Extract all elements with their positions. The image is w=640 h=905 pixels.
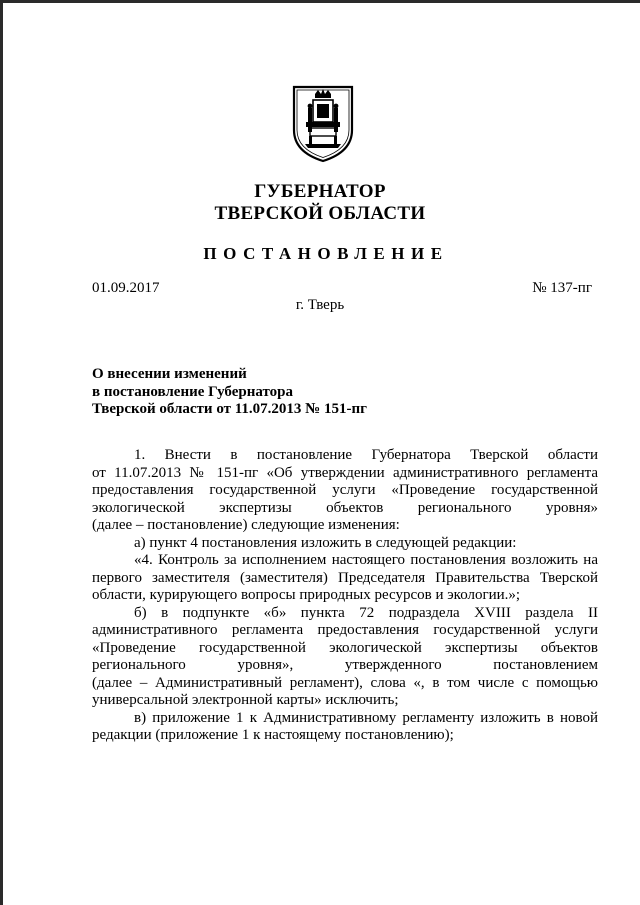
subject-line: Тверской области от 11.07.2013 № 151-пг xyxy=(92,401,367,417)
governor-title: ГУБЕРНАТОР xyxy=(254,181,386,202)
body-line: предоставления государственной услуги «Проведение государственной xyxy=(92,482,598,498)
body-line: (далее – постановление) следующие изменения: xyxy=(92,517,400,533)
body-line: (далее – Административный регламент), слова «, в том числе с помощью xyxy=(92,674,598,691)
body-line: а) пункт 4 постановления изложить в следующей редакции: xyxy=(134,534,517,551)
subject-line: О внесении изменений xyxy=(92,366,247,382)
body-line: редакции (приложение 1 к настоящему постановлению); xyxy=(92,727,454,743)
document-body xyxy=(92,447,598,745)
body-line: от 11.07.2013 № 151-пг «Об утверждении административного регламента xyxy=(92,464,598,481)
scan-edge-top xyxy=(0,0,640,3)
region-title: ТВЕРСКОЙ ОБЛАСТИ xyxy=(214,203,426,224)
body-line: б) в подпункте «б» пункта 72 подраздела XVIII раздела II xyxy=(134,604,598,621)
document-date: 01.09.2017 xyxy=(92,280,160,296)
tver-coat-of-arms-icon xyxy=(291,84,355,164)
document-number: № 137-пг xyxy=(532,280,592,296)
body-line: «Проведение государственной экологической экспертизы объектов xyxy=(92,639,598,656)
scan-edge-left xyxy=(0,0,3,905)
body-line: первого заместителя (заместителя) Председателя Правительства Тверской xyxy=(92,569,598,586)
subject-line: в постановление Губернатора xyxy=(92,383,293,400)
body-line: области, курирующего вопросы природных ресурсов и экологии.»; xyxy=(92,587,521,603)
body-line: в) приложение 1 к Административному регламенту изложить в новой xyxy=(134,709,598,726)
body-line: универсальной электронной карты» исключить; xyxy=(92,692,399,708)
body-line: экологической экспертизы объектов регионального уровня» xyxy=(92,499,598,516)
document-type: ПОСТАНОВЛЕНИЕ xyxy=(203,244,449,263)
document-subject xyxy=(92,366,367,419)
body-line: 1. Внести в постановление Губернатора Тверской области xyxy=(134,447,598,463)
document-city: г. Тверь xyxy=(295,297,345,313)
body-line: административного регламента предоставления государственной услуги xyxy=(92,622,598,638)
body-line: регионального уровня», утвержденного постановлением xyxy=(92,657,598,673)
body-line: «4. Контроль за исполнением настоящего постановления возложить на xyxy=(134,552,598,568)
